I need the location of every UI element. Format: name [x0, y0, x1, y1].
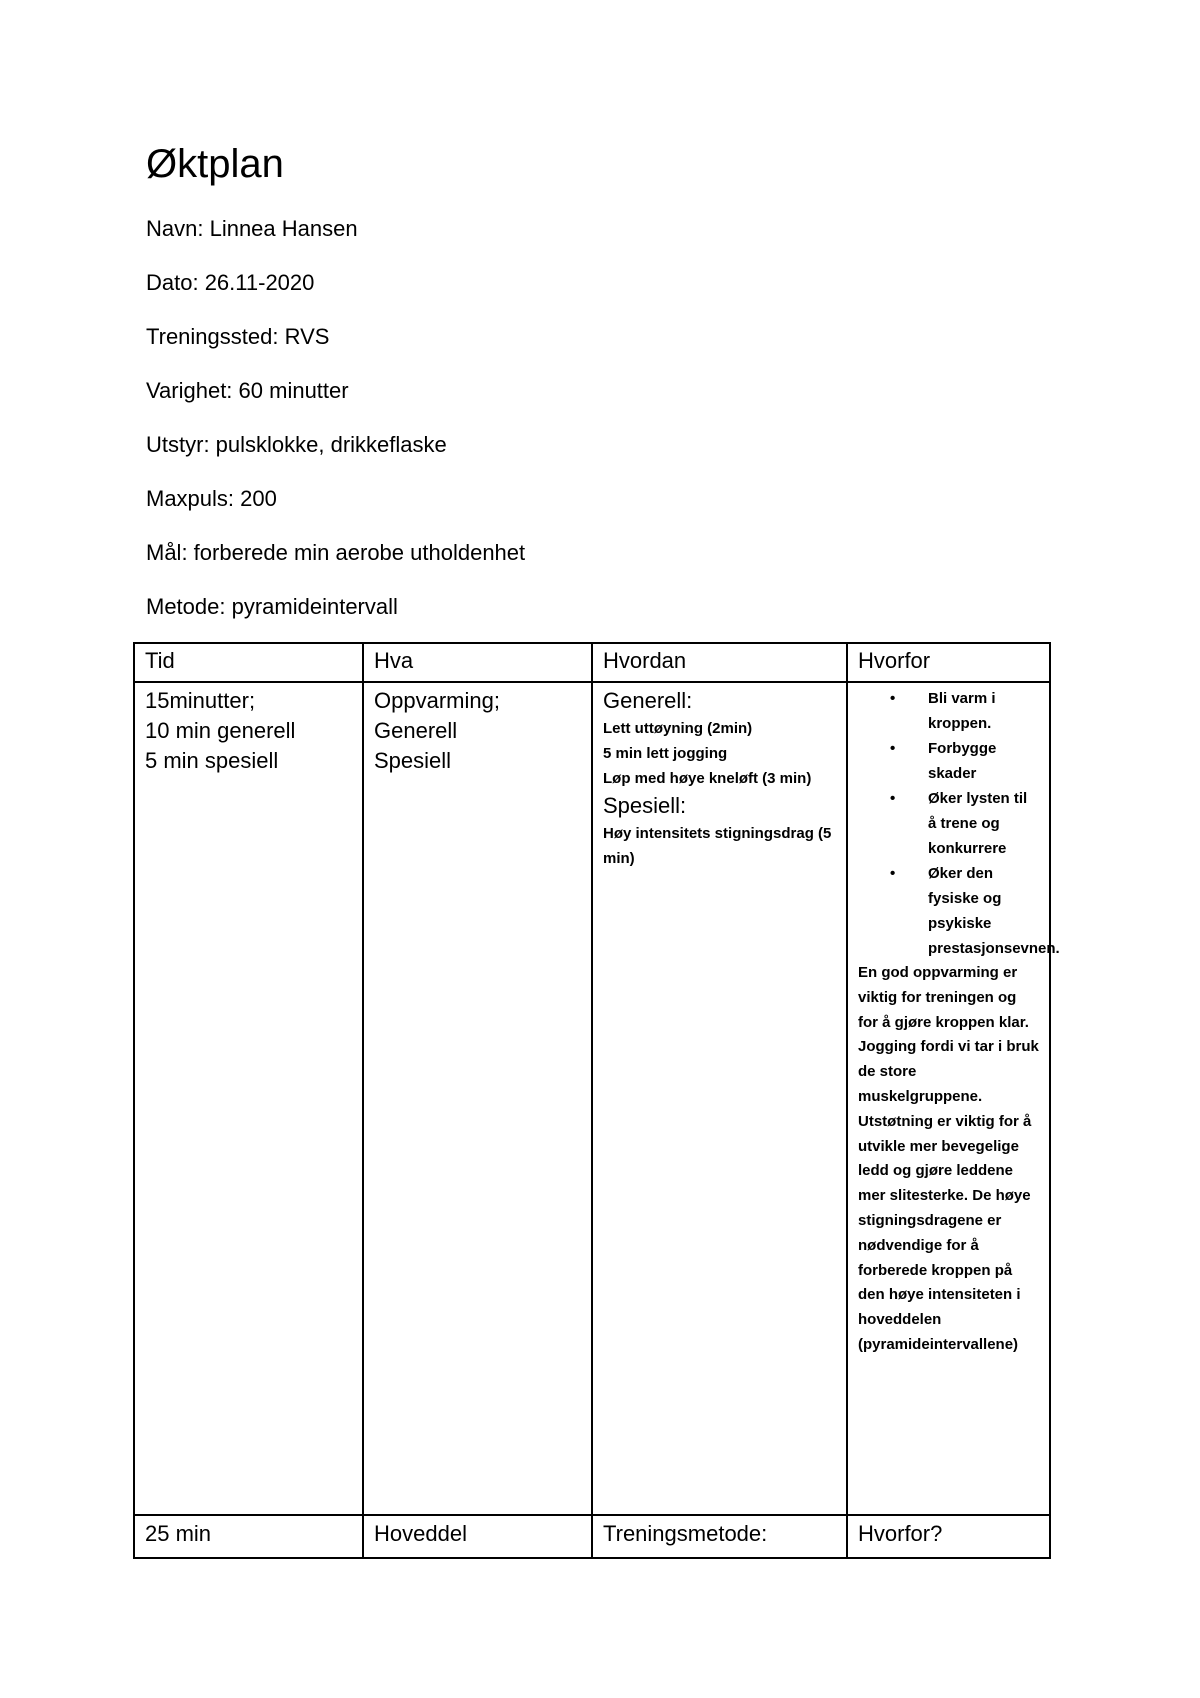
reason-text: Bli varm i kroppen.: [928, 690, 996, 732]
bullet-icon: •: [890, 865, 896, 882]
tid-line: 5 min spesiell: [145, 748, 279, 773]
bullet-icon: •: [890, 690, 896, 707]
table-header-row: [134, 643, 1050, 682]
hva-line: Spesiell: [374, 748, 452, 773]
cell-hva: [363, 682, 592, 1515]
session-plan-table: [133, 642, 1060, 1559]
bullet-icon: •: [890, 790, 896, 807]
cell-tid: 25 min: [134, 1515, 363, 1558]
info-method: Metode: pyramideintervall: [146, 594, 398, 619]
cell-hva: Hoveddel: [363, 1515, 592, 1558]
header-hvorfor: Hvorfor: [847, 643, 1050, 682]
table-row-main: [134, 1515, 1050, 1558]
generell-heading: Generell:: [603, 688, 693, 713]
header-hva: Hva: [363, 643, 592, 682]
hvordan-line: Løp med høye kneløft (3 min): [603, 770, 812, 787]
cell-hvorfor: Hvorfor?: [847, 1515, 1050, 1558]
session-info-list: [146, 214, 525, 646]
cell-hvorfor: [847, 682, 1060, 1515]
list-item: [890, 686, 1039, 736]
tid-line: 15minutter;: [145, 688, 256, 713]
document-title: Øktplan: [146, 142, 284, 186]
info-date: Dato: 26.11-2020: [146, 270, 315, 295]
tid-line: 10 min generell: [145, 718, 296, 743]
table-row-warmup: [134, 682, 1050, 1515]
cell-tid: [134, 682, 363, 1515]
list-item: [890, 786, 1039, 861]
info-goal: Mål: forberede min aerobe utholdenhet: [146, 540, 526, 565]
info-name: Navn: Linnea Hansen: [146, 216, 358, 241]
cell-hvordan: [592, 682, 847, 1515]
reason-explanation: En god oppvarming er viktig for treningen og for å gjøre kroppen klar. Jogging fordi vi tar i bruk de store muskelgruppene. Utstøtning er viktig for å utvikle mer bevegelige ledd og gjøre leddene mer slitesterke. De høye stigningsdragene er nødvendige for å forberede kroppen på den høye intensiteten i hoveddelen (pyramideintervallene): [858, 964, 1039, 1353]
info-equipment: Utstyr: pulsklokke, drikkeflaske: [146, 432, 447, 457]
reason-text: Forbygge skader: [928, 740, 997, 782]
header-tid: Tid: [134, 643, 363, 682]
hvordan-line: Lett uttøyning (2min): [603, 720, 753, 737]
info-location: Treningssted: RVS: [146, 324, 330, 349]
info-duration: Varighet: 60 minutter: [146, 378, 349, 403]
hva-line: Oppvarming;: [374, 688, 500, 713]
list-item: [890, 861, 1060, 961]
info-maxpulse: Maxpuls: 200: [146, 486, 277, 511]
hvordan-line: 5 min lett jogging: [603, 745, 728, 762]
header-hvordan: Hvordan: [592, 643, 847, 682]
reason-text: Øker den fysiske og psykiske prestasjonsevnen.: [928, 865, 1060, 957]
list-item: [890, 736, 1039, 786]
bullet-icon: •: [890, 740, 896, 757]
reasons-list: [858, 686, 1060, 961]
cell-hvordan: Treningsmetode:: [592, 1515, 847, 1558]
spesiell-heading: Spesiell:: [603, 793, 687, 818]
hvordan-line: Høy intensitets stigningsdrag (5 min): [603, 825, 832, 867]
reason-text: Øker lysten til å trene og konkurrere: [928, 790, 1028, 857]
hva-line: Generell: [374, 718, 458, 743]
